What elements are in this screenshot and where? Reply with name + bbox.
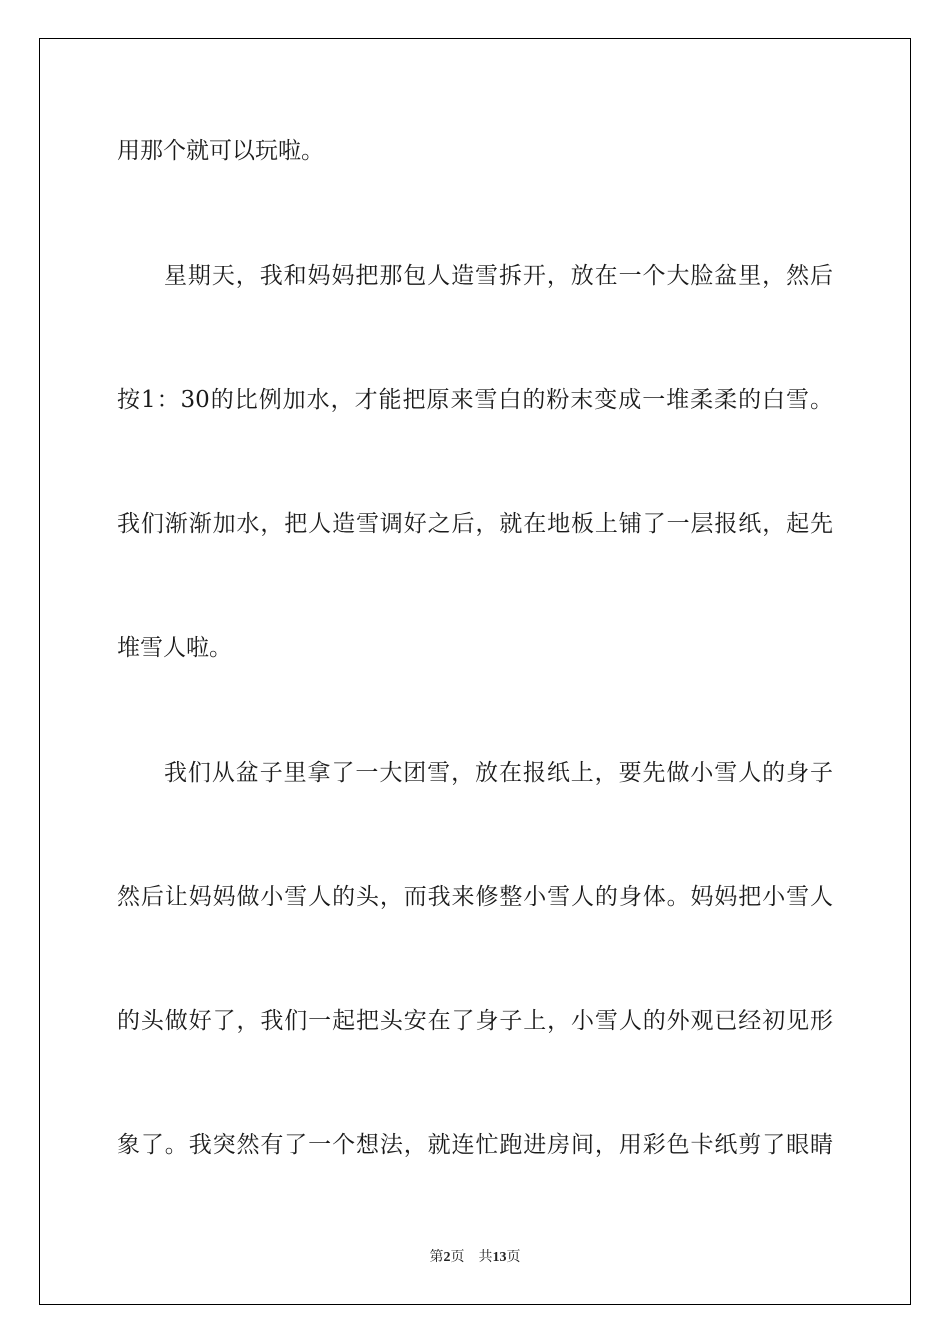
total-suffix: 页 — [506, 1249, 521, 1265]
text-line-3: 按1：30的比例加水，才能把原来雪白的粉末变成一堆柔柔的白雪。 — [117, 387, 833, 413]
text-line-9: 象了。我突然有了一个想法，就连忙跑进房间，用彩色卡纸剪了眼睛 — [117, 1132, 833, 1158]
page-suffix: 页 — [450, 1249, 465, 1265]
page-number: 2 — [443, 1250, 451, 1265]
page-prefix: 第 — [429, 1249, 444, 1265]
total-prefix: 共 — [478, 1249, 493, 1265]
text-line-7: 然后让妈妈做小雪人的头，而我来修整小雪人的身体。妈妈把小雪人 — [117, 884, 833, 910]
page-footer — [0, 1248, 950, 1267]
text-line-2: 星期天，我和妈妈把那包人造雪拆开，放在一个大脸盆里，然后 — [164, 263, 833, 289]
page-border — [39, 38, 911, 1305]
text-line-6: 我们从盆子里拿了一大团雪，放在报纸上，要先做小雪人的身子 — [164, 760, 833, 786]
text-line-4: 我们渐渐加水，把人造雪调好之后，就在地板上铺了一层报纸，起先 — [117, 511, 833, 537]
text-line-5: 堆雪人啦。 — [117, 635, 232, 661]
total-pages: 13 — [492, 1250, 507, 1265]
text-line-1: 用那个就可以玩啦。 — [117, 138, 324, 164]
text-line-8: 的头做好了，我们一起把头安在了身子上，小雪人的外观已经初见形 — [117, 1008, 833, 1034]
